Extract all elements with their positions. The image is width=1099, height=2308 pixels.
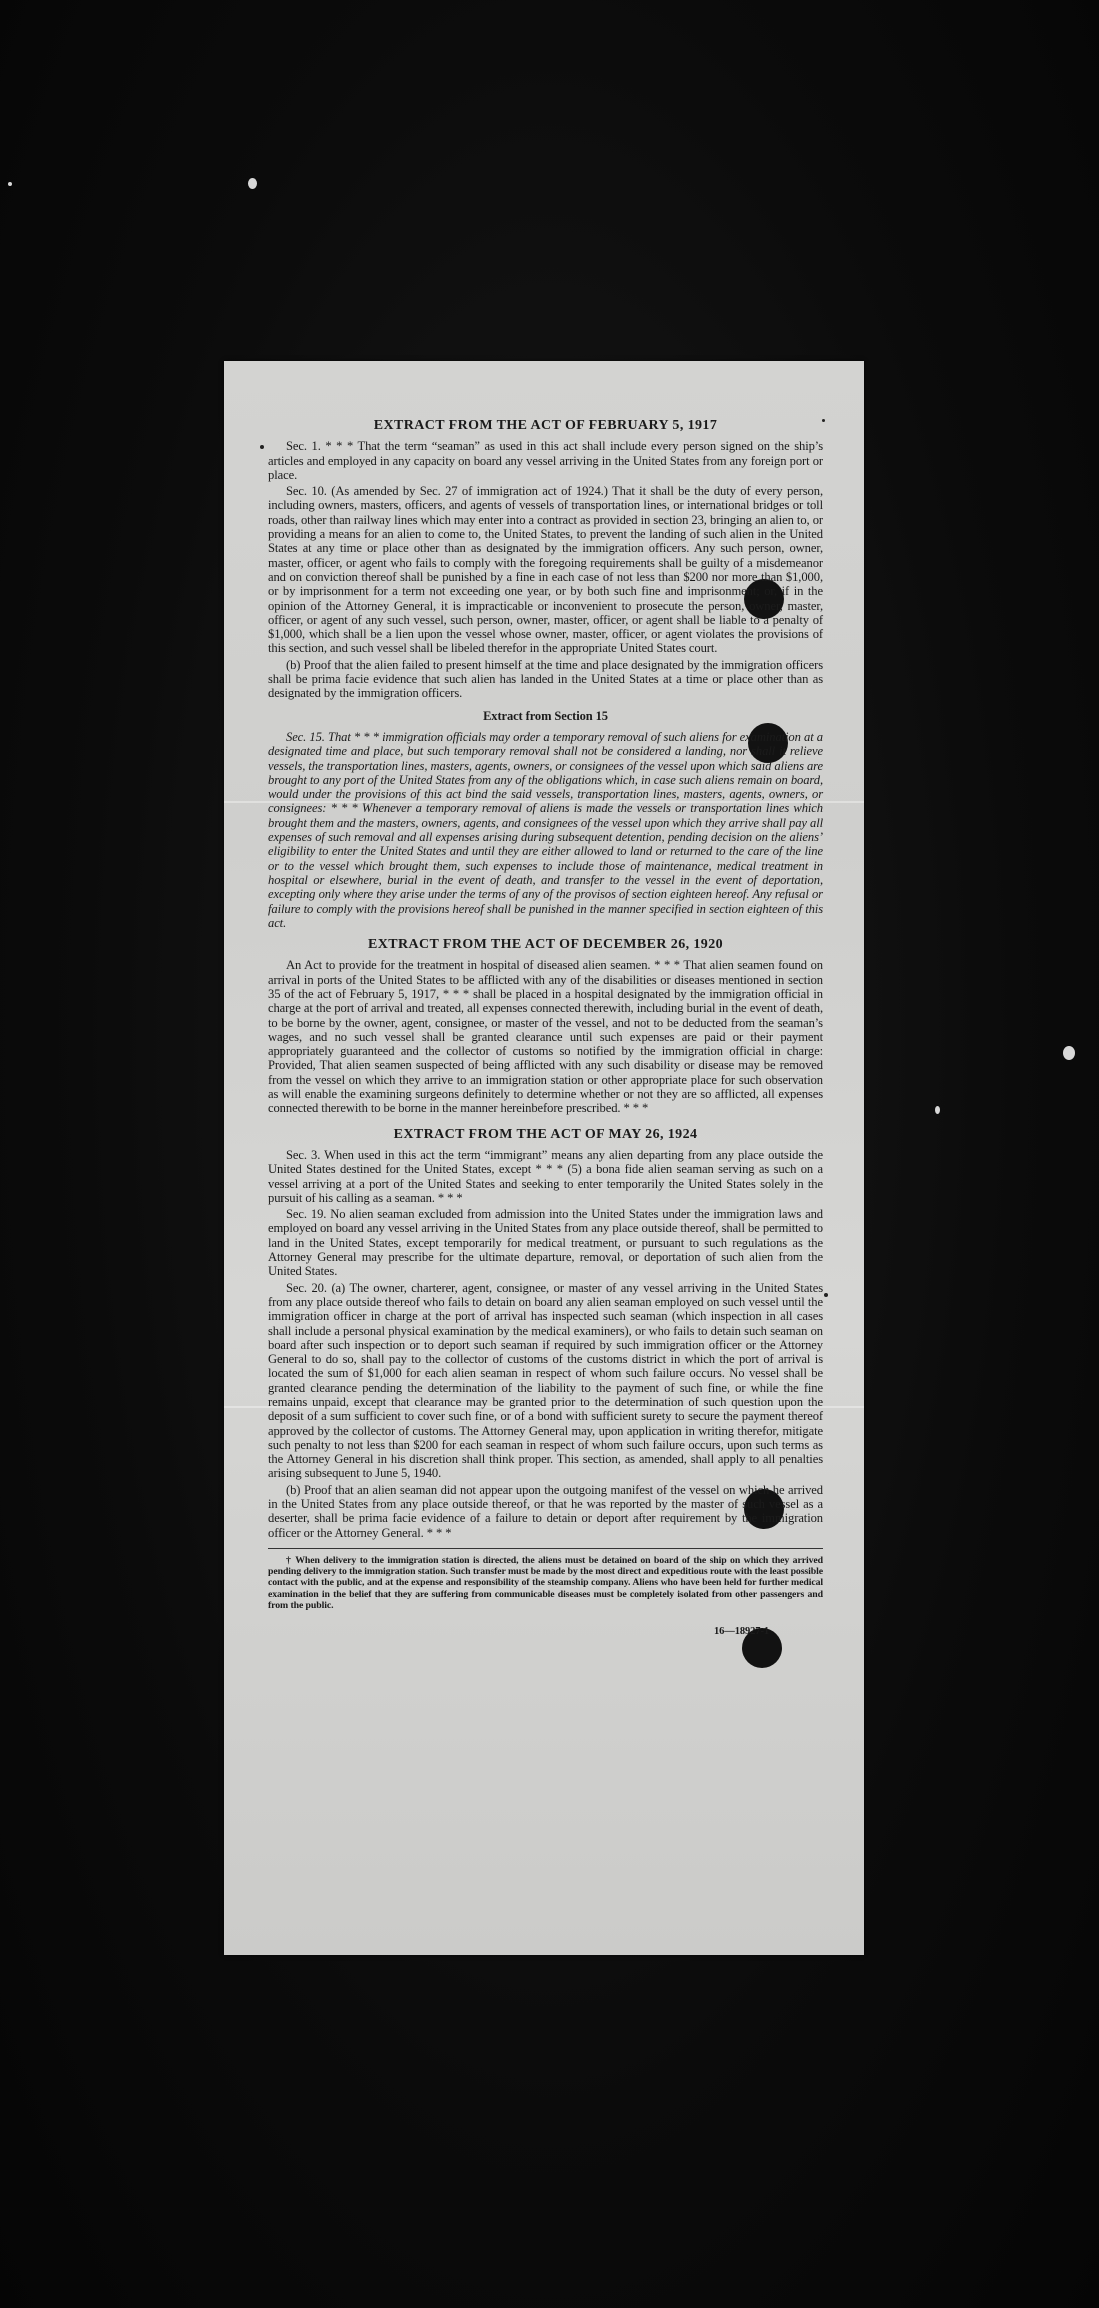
section-15-block xyxy=(268,730,823,930)
heading-act-1920: EXTRACT FROM THE ACT OF DECEMBER 26, 1920 xyxy=(367,937,724,953)
section-1: Sec. 1. * * * That the term “seaman” as used in this act shall include every person signed on the ship’s articles and employed in any capacity on board any vessel arriving in the United States from any foreign port or place. xyxy=(268,439,823,482)
section-20-b: (b) Proof that an alien seaman did not appear upon the outgoing manifest of the vessel on which he arrived in the United States from any place outside thereof, or that he was reported by the master of such vessel as a deserter, shall be prima facie evidence of a failure to detain or deport after requirement by the immigration officer or the Attorney General. * * * xyxy=(268,1482,823,1540)
heading-act-1917: EXTRACT FROM THE ACT OF FEBRUARY 5, 1917 xyxy=(373,418,718,433)
document-body xyxy=(268,415,823,1639)
dust-speck xyxy=(248,178,257,189)
footnote-divider xyxy=(268,1548,823,1549)
document-page xyxy=(224,361,864,1955)
dust-speck xyxy=(8,182,12,186)
ink-dot xyxy=(260,445,264,449)
dust-speck xyxy=(935,1106,940,1114)
heading-act-1924: EXTRACT FROM THE ACT OF MAY 26, 1924 xyxy=(393,1126,698,1142)
section-3: Sec. 3. When used in this act the term “immigrant” means any alien departing from any place outside the United States destined for the United States, except * * * (5) a bona fide alien seaman serving as such on a vessel arriving at a port of the United States and seeking to enter temporarily the United States solely in the pursuit of his calling as a seaman. * * * xyxy=(268,1147,823,1205)
section-10-b: (b) Proof that the alien failed to present himself at the time and place designated by the immigration officers shall be prima facie evidence that such alien has landed in the United States at a time or place other than as designated by the immigration officers. xyxy=(268,657,823,701)
footnote: † When delivery to the immigration station is directed, the aliens must be detained on board of the ship on which they arrived pending delivery to the immigration station. Such transfer must be made by the most direct and expeditious route with the least possible contact with the public, and at the expense and responsibility of the steamship company. Aliens who have been held for further medical examination in the belief that they are suffering from communicable diseases must be completely isolated from other passengers and from the public. xyxy=(268,1554,823,1611)
heading-section-15: Extract from Section 15 xyxy=(483,708,608,723)
act-1920-text: An Act to provide for the treatment in hospital of diseased alien seamen. * * * That alien seamen found on arrival in ports of the United States to be afflicted with any of the disabilities or diseases mentioned in section 35 of the act of February 5, 1917, * * * shall be placed in a hospital designated by the immigration official in charge at the port of arrival and treated, all expenses connected therewith, including burial in the event of death, to be borne by the owner, agent, consignee, or master of the vessel, and not to be deducted from the seaman’s wages, and no such vessel shall be granted clearance until such expenses are paid or their payment appropriately guaranteed and the collector of customs so notified by the immigration official in charge: Provided, That alien seamen suspected of being afflicted with any such disability or disease may be removed from the vessel on which they arrive to an immigration station or other appropriate place for such observation as will enable the examining surgeons definitely to determine whether or not they are so afflicted, all expenses connected therewith to be borne in the manner hereinbefore prescribed. * * * xyxy=(268,958,823,1116)
ink-dot xyxy=(824,1293,828,1297)
section-19: Sec. 19. No alien seaman excluded from admission into the United States under the immigration laws and employed on board any vessel arriving in the United States from any place outside thereof, shall be permitted to land in the United States, except temporarily for medical treatment, or pursuant to such regulations as the Attorney General may prescribe for the ultimate departure, removal, or deportation of such alien from the United States. xyxy=(268,1207,823,1279)
dust-speck xyxy=(1063,1046,1075,1060)
section-10: Sec. 10. (As amended by Sec. 27 of immigration act of 1924.) That it shall be the duty of every person, including owners, masters, officers, and agents of vessels of transportation lines, or international bridges or toll roads, other than railway lines which may enter into a contract as provided in section 23, bringing an alien to, or providing a means for an alien to come to, the United States, to prevent the landing of such alien in the United States at any time or place other than as designated by the immigration officers. Any such person, owner, master, officer, or agent who fails to comply with the foregoing requirements shall be guilty of a misdemeanor and on conviction thereof shall be punished by a fine in each case of not less than $200 nor more than $1,000, or by imprisonment for a term not exceeding one year, or by both such fine and imprisonment; or, if in the opinion of the Attorney General, it is impracticable or inconvenient to prosecute the person, owner, master, officer, or agent of any such vessel, such person, owner, master, officer, or agent shall be liable to a penalty of $1,000, which shall be a lien upon the vessel whose owner, master, officer, or agent violates the provisions of this section, and such vessel shall be libeled therefor in the appropriate United States court. xyxy=(268,484,823,656)
section-20: Sec. 20. (a) The owner, charterer, agent, consignee, or master of any vessel arriving in the United States from any place outside thereof who fails to detain on board any alien seaman employed on such vessel until the immigration officer in charge at the port of arrival has inspected such seaman (which inspection in all cases shall include a personal physical examination by the medical examiners), or who fails to detain such seaman on board after such inspection or to deport such seaman if required by such immigration officer or the Attorney General to do so, shall pay to the collector of customs of the customs district in which the port of arrival is located the sum of $1,000 for each alien seaman in respect of whom such failure occurs. No vessel shall be granted clearance pending the determination of the liability to the payment of such fine, or while the fine remains unpaid, except that clearance may be granted prior to the determination of such question upon the deposit of a sum sufficient to cover such fine, or of a bond with sufficient surety to secure the payment thereof approved by the collector of customs. The Attorney General may, upon application in writing therefor, mitigate such penalty to not less than $200 for each seaman in respect of whom such failure occurs, upon such terms as the Attorney General in his discretion shall think proper. This section, as amended, shall apply to all penalties arising subsequent to June 5, 1940. xyxy=(268,1280,823,1481)
form-number: 16—18927-1 xyxy=(714,1625,769,1637)
section-15: Sec. 15. That * * * immigration officials may order a temporary removal of such aliens for examination at a designated time and place, but such temporary removal shall not be considered a landing, nor shall it relieve vessels, the transportation lines, masters, agents, owners, or consignees of the vessel upon which said aliens are brought to any port of the United States from any of the obligations which, in case such aliens remain on board, would under the provisions of this act bind the said vessels, transportation lines, masters, agents, owners, or consignees: * * * Whenever a temporary removal of aliens is made the vessels or transportation lines which brought them and the masters, owners, agents, and consignees of the vessel upon which they arrive shall pay all expenses of such removal and all expenses arising during subsequent detention, pending decision on the aliens’ eligibility to enter the United States and until they are either allowed to land or returned to the care of the line or to the vessel which brought them, such expenses to include those of maintenance, medical treatment in hospital or elsewhere, burial in the event of death, and transfer to the vessel in the event of deportation, excepting only where they arise under the terms of any of the provisos of section eighteen hereof. Any refusal or failure to comply with the provisions hereof shall be punished in the manner specified in section eighteen of this act. xyxy=(268,729,823,930)
